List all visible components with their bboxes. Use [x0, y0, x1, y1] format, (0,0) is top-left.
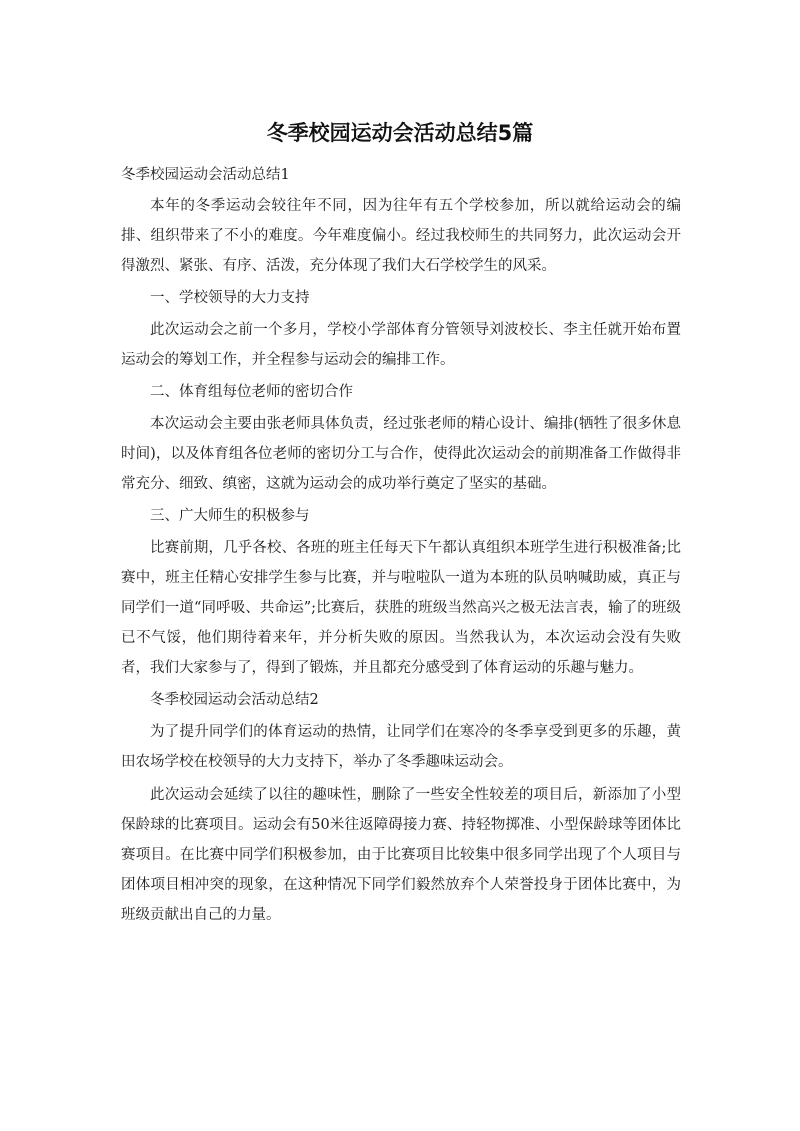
paragraph: 此次运动会之前一个多月，学校小学部体育分管领导刘波校长、李主任就开始布置运动会的筹划工作，并全程参与运动会的编排工作。 — [121, 322, 681, 368]
paragraph: 比赛前期，几乎各校、各班的班主任每天下午都认真组织本班学生进行积极准备;比赛中，班主任精心安排学生参与比赛，并与啦啦队一道为本班的队员呐喊助威，真正与同学们一道“同呼吸、共命运”;比赛后，获胜的班级当然高兴之极无法言表，输了的班级已不气馁，他们期待着来年，并分析失败的原因。当然我认为，本次运动会没有失败者，我们大家参与了，得到了锻炼，并且都充分感受到了体育运动的乐趣与魅力。 — [121, 540, 681, 676]
section-heading: 冬季校园运动会活动总结2 — [150, 692, 319, 708]
document-title: 冬季校园运动会活动总结5篇 — [266, 121, 534, 145]
document-body — [121, 161, 681, 933]
paragraph: 本次运动会主要由张老师具体负责，经过张老师的精心设计、编排(牺牲了很多休息时间)，以及体育组各位老师的密切分工与合作，使得此次运动会的前期准备工作做得非常充分、细致、缜密，这就为运动会的成功举行奠定了坚实的基础。 — [121, 416, 681, 492]
subsection-heading: 一、学校领导的大力支持 — [150, 290, 310, 306]
subsection-heading: 二、体育组每位老师的密切合作 — [150, 384, 353, 400]
paragraph: 此次运动会延续了以往的趣味性，删除了一些安全性较差的项目后，新添加了小型保龄球的比赛项目。运动会有50米往返障碍接力赛、持轻物掷准、小型保龄球等团体比赛项目。在比赛中同学们积极参加，由于比赛项目比较集中很多同学出现了个人项目与团体项目相冲突的现象，在这种情况下同学们毅然放弃个人荣誉投身于团体比赛中，为班级贡献出自己的力量。 — [121, 787, 681, 923]
paragraph: 本年的冬季运动会较往年不同，因为往年有五个学校参加，所以就给运动会的编排、组织带来了不小的难度。今年难度偏小。经过我校师生的共同努力，此次运动会开得激烈、紧张、有序、活泼，充分体现了我们大石学校学生的风采。 — [121, 198, 681, 274]
paragraph: 为了提升同学们的体育运动的热情，让同学们在寒冷的冬季享受到更多的乐趣，黄田农场学校在校领导的大力支持下，举办了冬季趣味运动会。 — [121, 724, 681, 770]
subsection-heading: 三、广大师生的积极参与 — [150, 508, 310, 524]
section-heading: 冬季校园运动会活动总结1 — [121, 167, 290, 183]
